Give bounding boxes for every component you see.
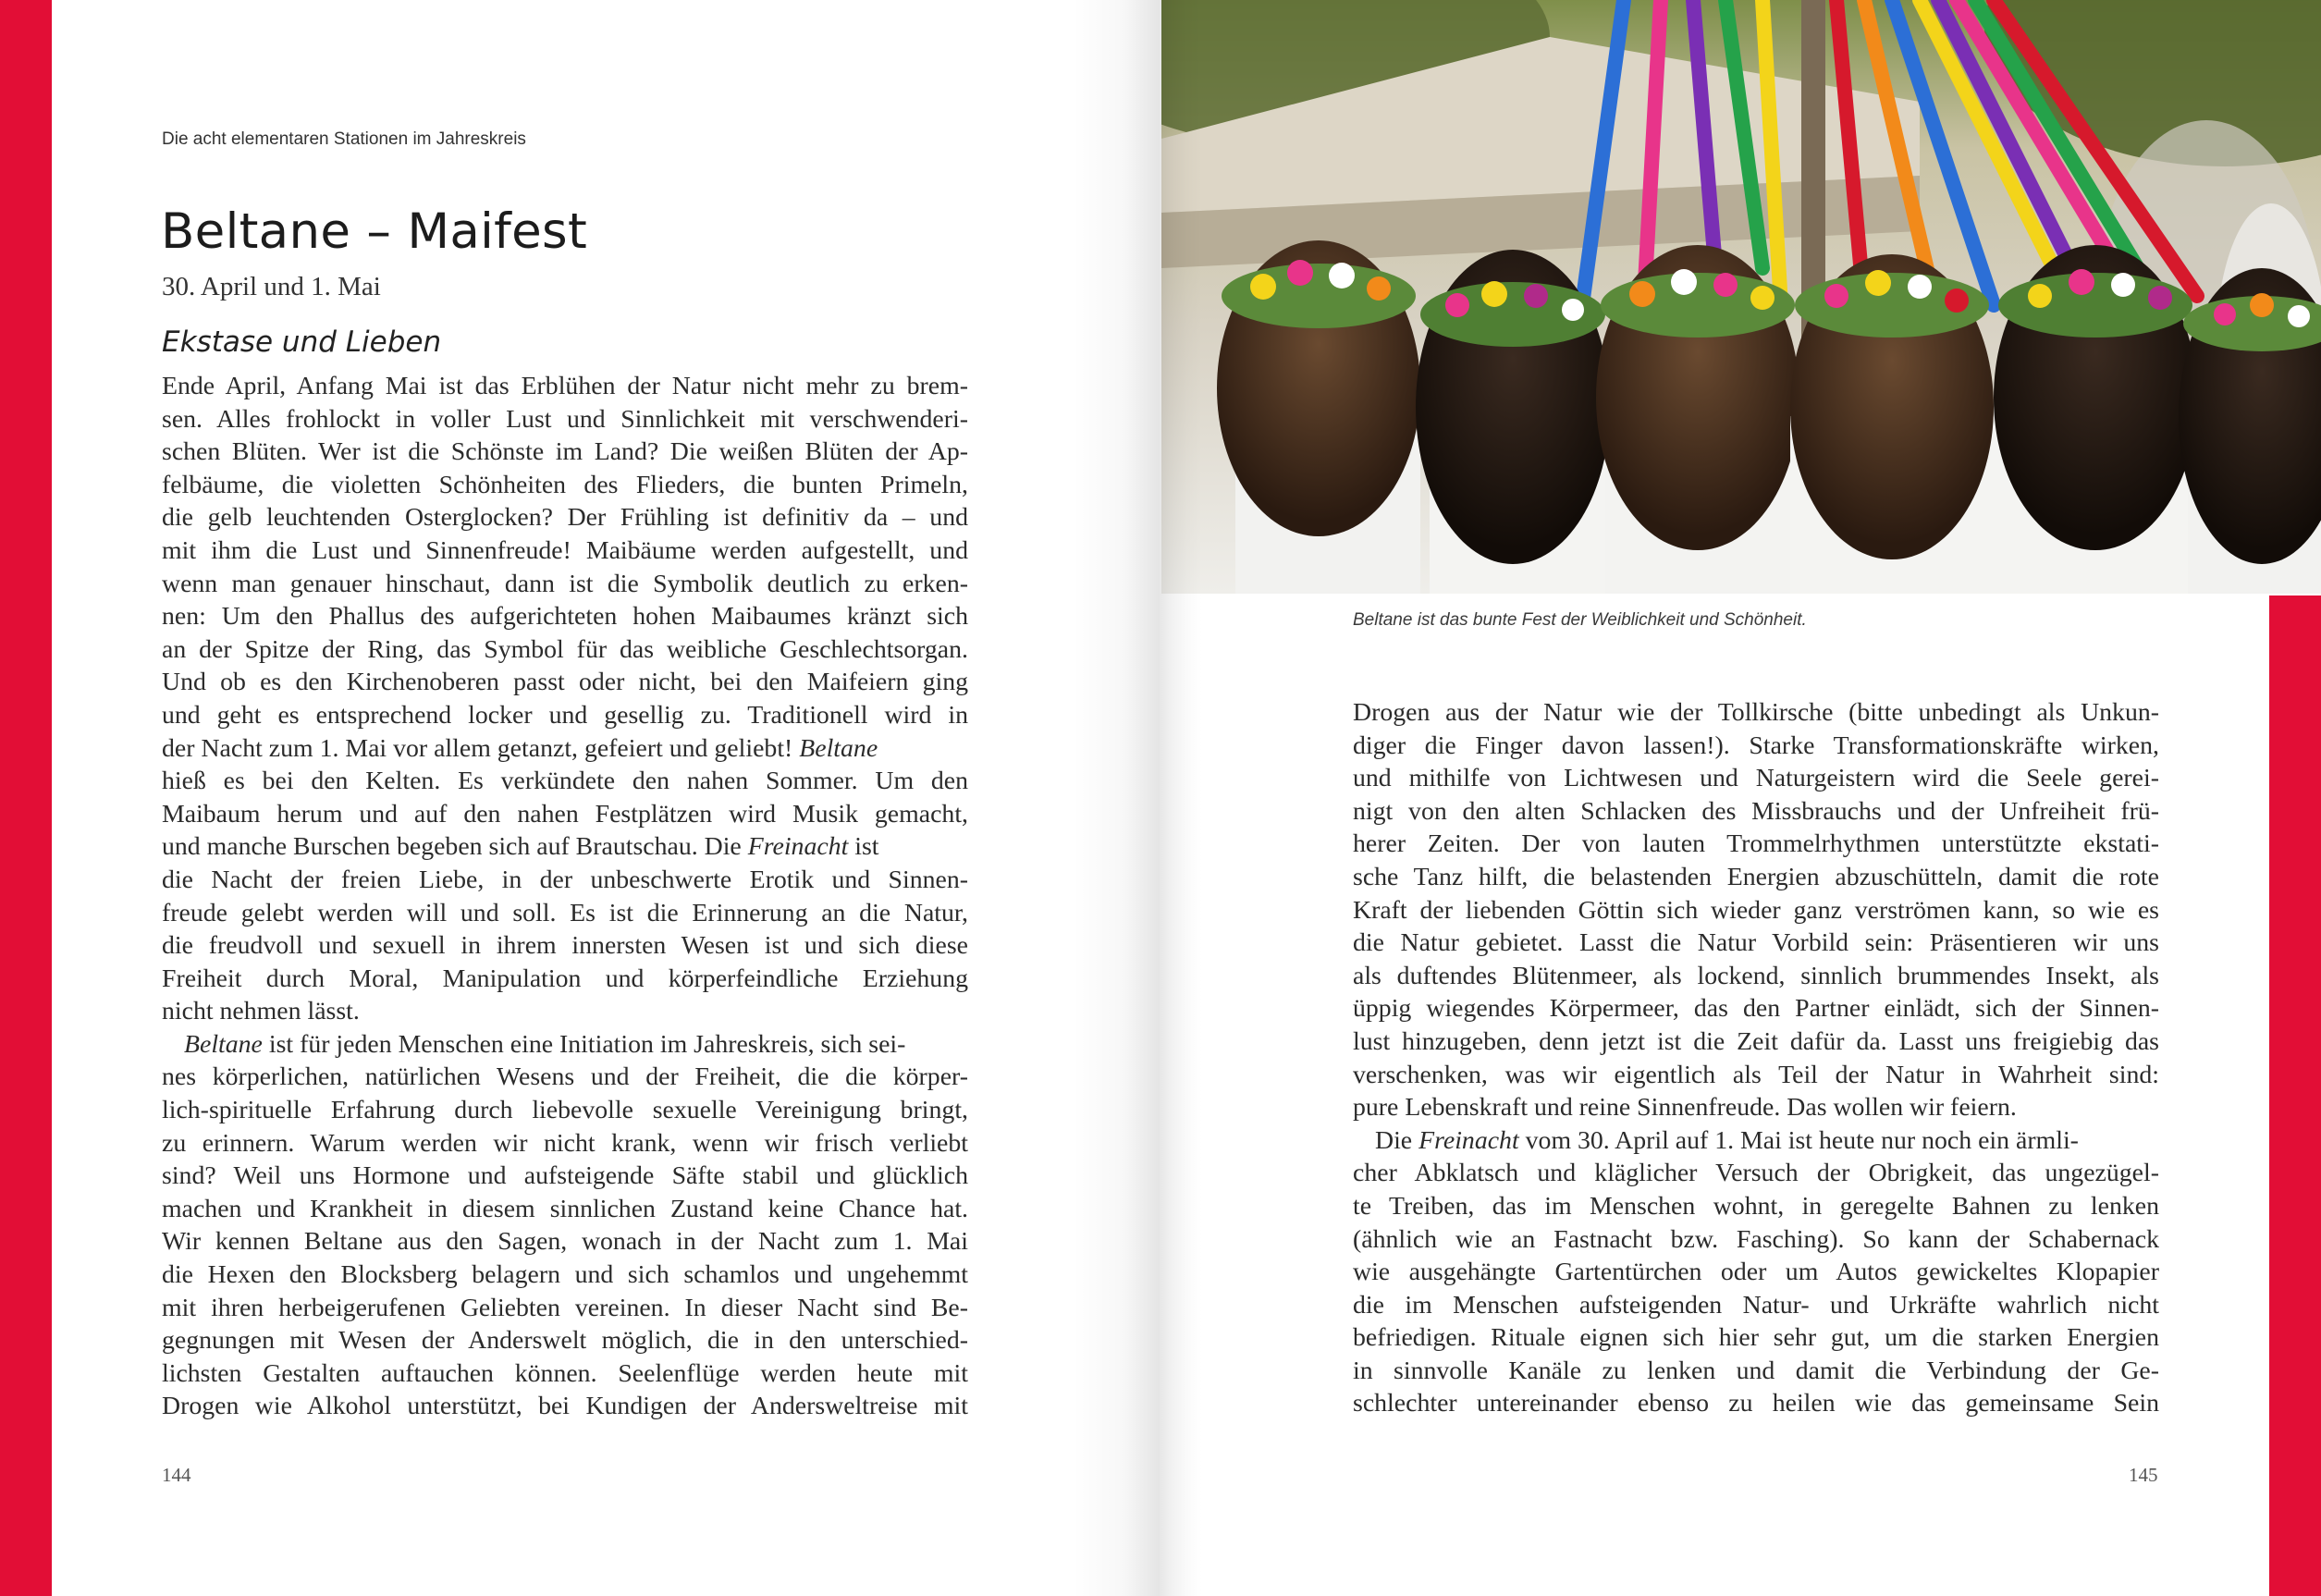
text-line: Kraft der liebenden Göttin sich wieder ganz verströmen kann, so wie es xyxy=(1353,895,2159,925)
text-line xyxy=(162,1028,968,1062)
photo-caption: Beltane ist das bunte Fest der Weiblichkeit und Schönheit. xyxy=(1353,610,1807,630)
text-line: befriedigen. Rituale eignen sich hier sehr gut, um die starken Energien xyxy=(1353,1323,2159,1353)
text-line: in sinnvolle Kanäle zu lenken und damit die Verbindung der Ge- xyxy=(1353,1356,2159,1385)
text-line: gegnungen mit Wesen der Anderswelt möglich, die in den unterschied- xyxy=(162,1326,968,1356)
text-line: sen. Alles frohlockt in voller Lust und Sinnlichkeit mit verschwenderi- xyxy=(162,404,968,434)
text-line: lich-spirituelle Erfahrung durch liebevolle sexuelle Vereinigung bringt, xyxy=(162,1096,968,1125)
page-number-right: 145 xyxy=(2129,1464,2158,1486)
text-line: lust hinzugeben, denn jetzt ist die Zeit dafür da. Lasst uns freigiebig das xyxy=(1353,1026,2159,1056)
text-line: Freiheit durch Moral, Manipulation und körperfeindliche Erziehung xyxy=(162,964,968,993)
text-line: diger die Finger davon lassen!). Starke Transformationskräfte wirken, xyxy=(1353,730,2159,760)
text-line-part: ist xyxy=(854,832,879,862)
italic-term-freinacht: Freinacht xyxy=(1418,1125,1519,1155)
text-line: (ähnlich wie an Fastnacht bzw. Fasching). So kann der Schabernack xyxy=(1353,1224,2159,1254)
text-line: nicht nehmen lässt. xyxy=(162,997,360,1026)
text-line: cher Abklatsch und kläglicher Versuch der Obrigkeit, das ungezügel- xyxy=(1353,1159,2159,1188)
text-line: verschenken, was wir eigentlich als Teil der Natur in Wahrheit sind: xyxy=(1353,1060,2159,1089)
text-line: an der Spitze der Ring, das Symbol für das weibliche Geschlechtsorgan. xyxy=(162,634,968,664)
text-line-part: Die xyxy=(1375,1125,1413,1155)
text-line: nigt von den alten Schlacken des Missbrauchs und der Unfreiheit frü- xyxy=(1353,796,2159,826)
chapter-title: Beltane – Maifest xyxy=(161,203,588,260)
italic-term-beltane: Beltane xyxy=(184,1029,263,1059)
text-line: sind? Weil uns Hormone und aufsteigende Säfte stabil und glücklich xyxy=(162,1161,968,1191)
text-line-part: der Nacht zum 1. Mai vor allem getanzt, gefeiert und geliebt! xyxy=(162,733,793,763)
page-number-left: 144 xyxy=(162,1464,191,1486)
text-line: die Natur gebietet. Lasst die Natur Vorbild sein: Präsentieren wir uns xyxy=(1353,928,2159,958)
text-line: schen Blüten. Wer ist die Schönste im Land? Die weißen Blüten der Ap- xyxy=(162,437,968,467)
text-line: nes körperlichen, natürlichen Wesens und der Freiheit, die die körper- xyxy=(162,1062,968,1092)
text-line: pure Lebenskraft und reine Sinnenfreude. Das wollen wir feiern. xyxy=(1353,1093,2017,1123)
text-line: die Hexen den Blocksberg belagern und sich schamlos und ungehemmt xyxy=(162,1260,968,1290)
text-line: schlechter untereinander ebenso zu heilen wie das gemeinsame Sein xyxy=(1353,1389,2159,1418)
text-line: te Treiben, das im Menschen wohnt, in geregelte Bahnen zu lenken xyxy=(1353,1191,2159,1221)
date-line: 30. April und 1. Mai xyxy=(162,272,381,301)
text-line: wie ausgehängte Gartentürchen oder um Autos gewickeltes Klopapier xyxy=(1353,1258,2159,1287)
text-line-part: vom 30. April auf 1. Mai ist heute nur noch ein ärmli- xyxy=(1525,1125,2079,1155)
text-line: sche Tanz hilft, die belastenden Energien abzuschütteln, damit die rote xyxy=(1353,862,2159,891)
text-line: die Nacht der freien Liebe, in der unbeschwerte Erotik und Sinnen- xyxy=(162,865,968,894)
maypole-photo xyxy=(1161,0,2321,594)
text-line: wenn man genauer hinschaut, dann ist die Symbolik deutlich zu erken- xyxy=(162,569,968,598)
text-line: üppig wiegendes Körpermeer, das den Partner einlädt, sich der Sinnen- xyxy=(1353,994,2159,1024)
text-line-part: ist für jeden Menschen eine Initiation im Jahreskreis, sich sei- xyxy=(268,1029,906,1059)
text-line: Ende April, Anfang Mai ist das Erblühen der Natur nicht mehr zu brem- xyxy=(162,372,968,400)
text-line: Und ob es den Kirchenoberen passt oder nicht, bei den Maifeiern ging xyxy=(162,668,968,697)
text-line: herer Zeiten. Der von lauten Trommelrhythmen unterstützte ekstati- xyxy=(1353,829,2159,859)
red-edge-right xyxy=(2269,595,2321,1596)
text-line: und geht es entsprechend locker und gesellig zu. Traditionell wird in xyxy=(162,700,968,730)
text-line: und mithilfe von Lichtwesen und Naturgeistern wird die Seele gerei- xyxy=(1353,764,2159,793)
body-text-left xyxy=(162,370,968,1423)
text-line: freude gelebt werden will und soll. Es ist die Erinnerung an die Natur, xyxy=(162,898,968,927)
text-line: nen: Um den Phallus des aufgerichteten hohen Maibaumes kränzt sich xyxy=(162,602,968,632)
text-line: die freudvoll und sexuell in ihrem innersten Wesen ist und sich diese xyxy=(162,931,968,961)
text-line: mit ihren herbeigerufenen Geliebten vereinen. In dieser Nacht sind Be- xyxy=(162,1293,968,1322)
text-line xyxy=(162,732,968,766)
text-line: als duftendes Blütenmeer, als lockend, sinnlich brummendes Insekt, als xyxy=(1353,961,2159,990)
text-line xyxy=(1353,1124,2159,1158)
section-heading: Ekstase und Lieben xyxy=(162,325,442,359)
body-text-right xyxy=(1353,696,2159,1420)
text-line: lichsten Gestalten auftauchen können. Seelenflüge werden heute mit xyxy=(162,1358,968,1388)
text-line: zu erinnern. Warum werden wir nicht krank, wenn wir frisch verliebt xyxy=(162,1128,968,1158)
text-line: Wir kennen Beltane aus den Sagen, wonach in der Nacht zum 1. Mai xyxy=(162,1227,968,1257)
red-edge-left xyxy=(0,0,52,1596)
text-line: Drogen wie Alkohol unterstützt, bei Kundigen der Andersweltreise mit xyxy=(162,1392,968,1421)
text-line: die im Menschen aufsteigenden Natur- und Urkräfte wahrlich nicht xyxy=(1353,1290,2159,1320)
text-line xyxy=(162,830,968,864)
text-line: hieß es bei den Kelten. Es verkündete den nahen Sommer. Um den xyxy=(162,767,968,796)
photo-illustration xyxy=(1161,0,2321,594)
italic-term-freinacht: Freinacht xyxy=(747,832,849,862)
italic-term-beltane: Beltane xyxy=(799,733,878,763)
text-line-part: und manche Burschen begeben sich auf Brautschau. Die xyxy=(162,832,742,862)
text-line: Drogen aus der Natur wie der Tollkirsche (bitte unbedingt als Unkun- xyxy=(1353,698,2159,727)
text-line: machen und Krankheit in diesem sinnlichen Zustand keine Chance hat. xyxy=(162,1194,968,1223)
running-head: Die acht elementaren Stationen im Jahreskreis xyxy=(162,129,526,149)
text-line: die gelb leuchtenden Osterglocken? Der Frühling ist definitiv da – und xyxy=(162,503,968,533)
text-line: felbäume, die violetten Schönheiten des Flieders, die bunten Primeln, xyxy=(162,470,968,499)
text-line: mit ihm die Lust und Sinnenfreude! Maibäume werden aufgestellt, und xyxy=(162,535,968,565)
text-line: Maibaum herum und auf den nahen Festplätzen wird Musik gemacht, xyxy=(162,799,968,829)
